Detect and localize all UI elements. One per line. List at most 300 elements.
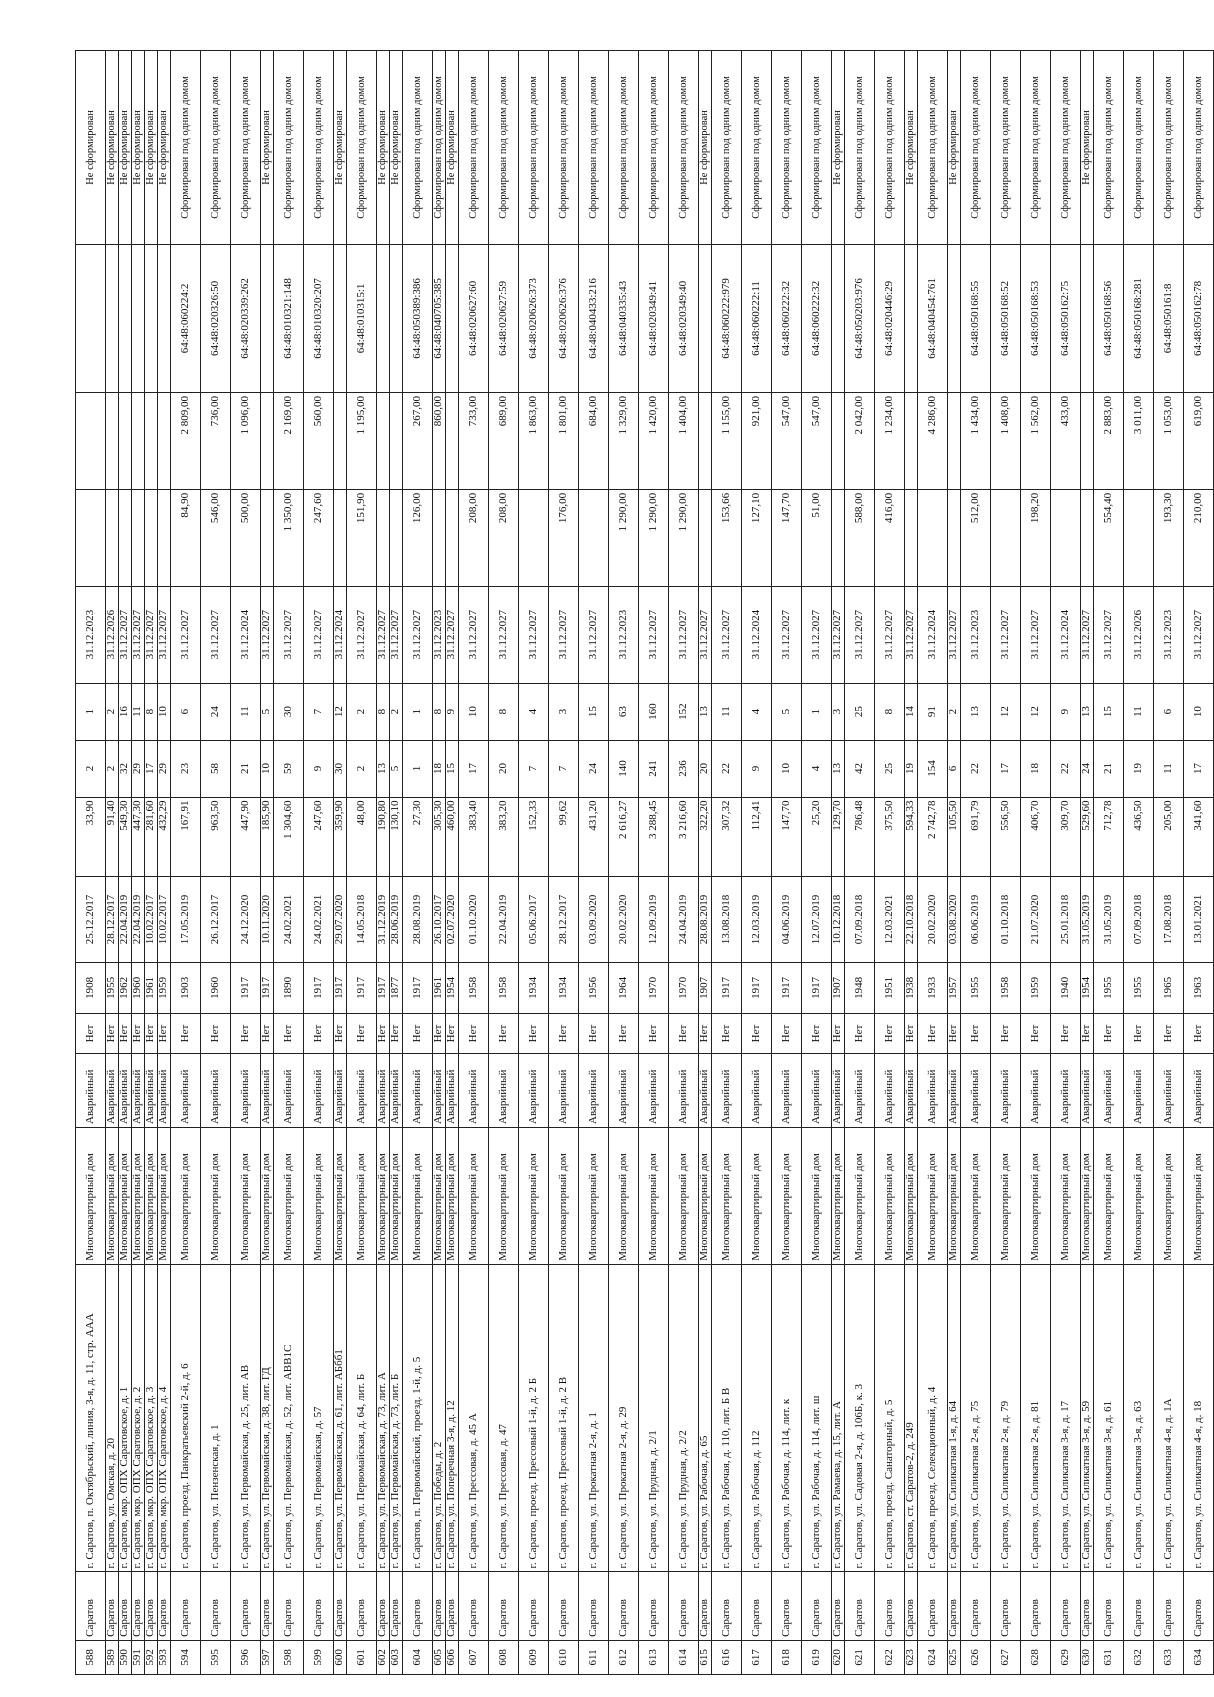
- cell-year: 1955: [961, 962, 991, 1013]
- cell-n: 612: [609, 1640, 639, 1674]
- table-row: [832, 51, 845, 1675]
- cell-year: 1958: [459, 962, 489, 1013]
- cell-cult: Нет: [1124, 1014, 1154, 1054]
- cell-a1: 554,40: [1094, 489, 1124, 586]
- cell-people: 25: [875, 740, 905, 797]
- cell-area: 281,60: [145, 797, 158, 877]
- cell-flats: 12: [1021, 683, 1051, 740]
- cell-city: Саратов: [377, 1572, 390, 1640]
- cell-area: 2 616,27: [609, 797, 639, 877]
- cell-cond: Аварийный: [231, 1053, 261, 1127]
- cell-n: 591: [132, 1640, 145, 1674]
- cell-date: 13.08.2018: [712, 877, 742, 962]
- cell-addr: г. Саратов, ул. Первомайская, д. 73, лит. А: [377, 1264, 390, 1572]
- table-row: [158, 51, 171, 1675]
- cell-a2: 3 011,00: [1124, 393, 1154, 490]
- cell-a1: 126,00: [403, 489, 433, 586]
- table-row: [377, 51, 390, 1675]
- cell-area: 786,48: [845, 797, 875, 877]
- cell-city: Саратов: [119, 1572, 132, 1640]
- cell-city: Саратов: [347, 1572, 377, 1640]
- cell-term: 31.12.2027: [948, 586, 961, 683]
- cell-year: 1917: [742, 962, 772, 1013]
- cell-cond: Аварийный: [446, 1053, 459, 1127]
- cell-area: 3 288,45: [639, 797, 669, 877]
- cell-term: 31.12.2023: [1154, 586, 1184, 683]
- cell-people: 7: [519, 740, 549, 797]
- cell-term: 31.12.2027: [991, 586, 1021, 683]
- cell-cond: Аварийный: [145, 1053, 158, 1127]
- cell-status: Сформирован под одним домом: [1124, 51, 1154, 245]
- table-row: [261, 51, 274, 1675]
- cell-status: Сформирован под одним домом: [549, 51, 579, 245]
- cell-a2: 547,00: [802, 393, 832, 490]
- cell-addr: г. Саратов, ул. Первомайская, д. 25, лит. АВ: [231, 1264, 261, 1572]
- cell-area: 383,20: [489, 797, 519, 877]
- cell-cad: [1081, 244, 1094, 392]
- cell-cult: Нет: [1051, 1014, 1081, 1054]
- cell-area: 33,90: [76, 797, 106, 877]
- cell-a2: [377, 393, 390, 490]
- cell-cult: Нет: [1154, 1014, 1184, 1054]
- cell-term: 31.12.2027: [377, 586, 390, 683]
- cell-city: Саратов: [742, 1572, 772, 1640]
- cell-date: 10.02.2017: [158, 877, 171, 962]
- cell-date: 03.08.2020: [948, 877, 961, 962]
- cell-cond: Аварийный: [334, 1053, 347, 1127]
- cell-type: Многоквартирный дом: [347, 1127, 377, 1264]
- cell-flats: 6: [1154, 683, 1184, 740]
- cell-status: Сформирован под одним домом: [579, 51, 609, 245]
- table-row: [231, 51, 261, 1675]
- cell-status: Не сформирован: [132, 51, 145, 245]
- cell-area: 375,50: [875, 797, 905, 877]
- cell-year: 1908: [76, 962, 106, 1013]
- cell-date: 01.10.2018: [991, 877, 1021, 962]
- cell-term: 31.12.2023: [76, 586, 106, 683]
- cell-addr: г. Саратов, проезд. Санаторный, д. 5: [875, 1264, 905, 1572]
- cell-addr: г. Саратов, ул. Рамаева, д. 15, лит. А: [832, 1264, 845, 1572]
- cell-area: 447,90: [231, 797, 261, 877]
- cell-city: Саратов: [832, 1572, 845, 1640]
- cell-date: 02.07.2020: [446, 877, 459, 962]
- cell-term: 31.12.2027: [712, 586, 742, 683]
- cell-year: 1903: [171, 962, 201, 1013]
- cell-status: Не сформирован: [1081, 51, 1094, 245]
- cell-a2: [76, 393, 106, 490]
- cell-year: 1917: [334, 962, 347, 1013]
- table-row: [772, 51, 802, 1675]
- cell-status: Сформирован под одним домом: [231, 51, 261, 245]
- cell-addr: г. Саратов, ул. Омская, д. 20: [106, 1264, 119, 1572]
- table-row: [304, 51, 334, 1675]
- cell-cult: Нет: [433, 1014, 446, 1054]
- cell-n: 615: [699, 1640, 712, 1674]
- cell-flats: 14: [905, 683, 918, 740]
- cell-people: 23: [171, 740, 201, 797]
- cell-type: Многоквартирный дом: [446, 1127, 459, 1264]
- cell-n: 610: [549, 1640, 579, 1674]
- cell-addr: г. Саратов, ул. Рабочая, д. 110, лит. Б В: [712, 1264, 742, 1572]
- cell-cond: Аварийный: [347, 1053, 377, 1127]
- cell-status: Сформирован под одним домом: [961, 51, 991, 245]
- table-row: [845, 51, 875, 1675]
- cell-n: 593: [158, 1640, 171, 1674]
- cell-area: 3 216,60: [669, 797, 699, 877]
- cell-year: 1954: [1081, 962, 1094, 1013]
- cell-area: 447,30: [132, 797, 145, 877]
- cell-term: 31.12.2027: [119, 586, 132, 683]
- cell-cult: Нет: [459, 1014, 489, 1054]
- cell-addr: г. Саратов, ул. Первомайская, д. 52, лит. АВВ1С: [274, 1264, 304, 1572]
- cell-cond: Аварийный: [171, 1053, 201, 1127]
- cell-a1: [433, 489, 446, 586]
- cell-flats: 1: [76, 683, 106, 740]
- cell-a2: 1 234,00: [875, 393, 905, 490]
- cell-year: 1960: [201, 962, 231, 1013]
- cell-a2: [905, 393, 918, 490]
- cell-cond: Аварийный: [1081, 1053, 1094, 1127]
- cell-status: Сформирован под одним домом: [274, 51, 304, 245]
- cell-n: 624: [918, 1640, 948, 1674]
- cell-addr: г. Саратов, ул. Первомайская, д. 73, лит. Б: [390, 1264, 403, 1572]
- cell-area: 48,00: [347, 797, 377, 877]
- cell-n: 617: [742, 1640, 772, 1674]
- cell-date: 31.12.2019: [377, 877, 390, 962]
- cell-cult: Нет: [742, 1014, 772, 1054]
- cell-city: Саратов: [845, 1572, 875, 1640]
- cell-date: 29.07.2020: [334, 877, 347, 962]
- cell-a1: 512,00: [961, 489, 991, 586]
- cell-date: 24.04.2019: [669, 877, 699, 962]
- cell-people: 154: [918, 740, 948, 797]
- table-row: [390, 51, 403, 1675]
- cell-date: 22.04.2019: [119, 877, 132, 962]
- cell-type: Многоквартирный дом: [1124, 1127, 1154, 1264]
- table-row: [961, 51, 991, 1675]
- cell-a1: [832, 489, 845, 586]
- cell-cad: [334, 244, 347, 392]
- cell-status: Не сформирован: [261, 51, 274, 245]
- table-row: [579, 51, 609, 1675]
- cell-date: 20.02.2020: [609, 877, 639, 962]
- cell-area: 305,30: [433, 797, 446, 877]
- cell-a1: [1051, 489, 1081, 586]
- cell-n: 607: [459, 1640, 489, 1674]
- cell-addr: г. Саратов, проезд. Прессовый 1-й, д. 2 Б: [519, 1264, 549, 1572]
- cell-cult: Нет: [76, 1014, 106, 1054]
- cell-type: Многоквартирный дом: [845, 1127, 875, 1264]
- cell-city: Саратов: [274, 1572, 304, 1640]
- cell-date: 07.09.2018: [845, 877, 875, 962]
- cell-status: Сформирован под одним домом: [489, 51, 519, 245]
- cell-a1: 176,00: [549, 489, 579, 586]
- cell-area: 712,78: [1094, 797, 1124, 877]
- cell-status: Сформирован под одним домом: [1021, 51, 1051, 245]
- cell-people: 15: [446, 740, 459, 797]
- cell-term: 31.12.2026: [1124, 586, 1154, 683]
- cell-a1: [1081, 489, 1094, 586]
- cell-term: 31.12.2027: [1184, 586, 1214, 683]
- cell-date: 17.05.2019: [171, 877, 201, 962]
- table-row: [201, 51, 231, 1675]
- cell-type: Многоквартирный дом: [459, 1127, 489, 1264]
- cell-people: 22: [712, 740, 742, 797]
- cell-city: Саратов: [334, 1572, 347, 1640]
- cell-area: 322,20: [699, 797, 712, 877]
- cell-n: 602: [377, 1640, 390, 1674]
- cell-cond: Аварийный: [76, 1053, 106, 1127]
- cell-n: 594: [171, 1640, 201, 1674]
- cell-flats: 2: [948, 683, 961, 740]
- cell-n: 609: [519, 1640, 549, 1674]
- cell-a1: 500,00: [231, 489, 261, 586]
- cell-status: Не сформирован: [158, 51, 171, 245]
- cell-people: 10: [261, 740, 274, 797]
- cell-cond: Аварийный: [772, 1053, 802, 1127]
- cell-cult: Нет: [875, 1014, 905, 1054]
- cell-cad: 64:48:020349:41: [639, 244, 669, 392]
- cell-a2: 921,00: [742, 393, 772, 490]
- cell-addr: г. Саратов, ул. Силикатная 1-я, д. 64: [948, 1264, 961, 1572]
- cell-area: 247,60: [304, 797, 334, 877]
- cell-area: 529,60: [1081, 797, 1094, 877]
- cell-term: 31.12.2027: [132, 586, 145, 683]
- cell-area: 436,50: [1124, 797, 1154, 877]
- cell-date: 12.09.2019: [639, 877, 669, 962]
- cell-area: 556,50: [991, 797, 1021, 877]
- cell-cult: Нет: [609, 1014, 639, 1054]
- cell-flats: 11: [231, 683, 261, 740]
- cell-term: 31.12.2027: [403, 586, 433, 683]
- cell-date: 22.04.2019: [132, 877, 145, 962]
- cell-cult: Нет: [145, 1014, 158, 1054]
- cell-year: 1970: [639, 962, 669, 1013]
- cell-status: Не сформирован: [699, 51, 712, 245]
- cell-people: 4: [802, 740, 832, 797]
- cell-n: 619: [802, 1640, 832, 1674]
- cell-city: Саратов: [261, 1572, 274, 1640]
- cell-people: 2: [76, 740, 106, 797]
- cell-cad: [132, 244, 145, 392]
- cell-type: Многоквартирный дом: [742, 1127, 772, 1264]
- cell-cult: Нет: [1094, 1014, 1124, 1054]
- cell-cond: Аварийный: [274, 1053, 304, 1127]
- cell-a1: 193,30: [1154, 489, 1184, 586]
- cell-status: Не сформирован: [832, 51, 845, 245]
- cell-type: Многоквартирный дом: [961, 1127, 991, 1264]
- cell-a1: [918, 489, 948, 586]
- cell-flats: 4: [742, 683, 772, 740]
- cell-status: Сформирован под одним домом: [742, 51, 772, 245]
- cell-type: Многоквартирный дом: [519, 1127, 549, 1264]
- cell-people: 30: [334, 740, 347, 797]
- cell-term: 31.12.2027: [772, 586, 802, 683]
- cell-a1: [119, 489, 132, 586]
- cell-cult: Нет: [390, 1014, 403, 1054]
- cell-cult: Нет: [347, 1014, 377, 1054]
- cell-cult: Нет: [1021, 1014, 1051, 1054]
- cell-addr: г. Саратов, проезд. Панкратьевский 2-й, д. 6: [171, 1264, 201, 1572]
- cell-date: 10.12.2018: [832, 877, 845, 962]
- cell-term: 31.12.2027: [549, 586, 579, 683]
- cell-term: 31.12.2027: [274, 586, 304, 683]
- cell-a1: 1 350,00: [274, 489, 304, 586]
- cell-people: 32: [119, 740, 132, 797]
- cell-a2: 4 286,00: [918, 393, 948, 490]
- emergency-housing-table: [75, 50, 1214, 1675]
- cell-addr: г. Саратов, проезд. Прессовый 1-й, д. 2 В: [549, 1264, 579, 1572]
- cell-a1: [519, 489, 549, 586]
- cell-area: 460,00: [446, 797, 459, 877]
- cell-area: 147,70: [772, 797, 802, 877]
- cell-a2: 860,00: [433, 393, 446, 490]
- cell-cult: Нет: [948, 1014, 961, 1054]
- cell-type: Многоквартирный дом: [76, 1127, 106, 1264]
- cell-people: 241: [639, 740, 669, 797]
- cell-cad: [446, 244, 459, 392]
- table-row: [1081, 51, 1094, 1675]
- cell-flats: 10: [158, 683, 171, 740]
- cell-type: Многоквартирный дом: [772, 1127, 802, 1264]
- cell-status: Сформирован под одним домом: [802, 51, 832, 245]
- cell-cad: 64:48:040433:216: [579, 244, 609, 392]
- cell-type: Многоквартирный дом: [231, 1127, 261, 1264]
- table-row: [991, 51, 1021, 1675]
- cell-date: 12.03.2021: [875, 877, 905, 962]
- cell-area: 27,30: [403, 797, 433, 877]
- cell-addr: г. Саратов, ул. Победы, д. 2: [433, 1264, 446, 1572]
- cell-flats: 160: [639, 683, 669, 740]
- cell-cond: Аварийный: [390, 1053, 403, 1127]
- cell-cad: [145, 244, 158, 392]
- cell-flats: 2: [106, 683, 119, 740]
- cell-cult: Нет: [377, 1014, 390, 1054]
- cell-cult: Нет: [132, 1014, 145, 1054]
- cell-city: Саратов: [403, 1572, 433, 1640]
- cell-a2: [1081, 393, 1094, 490]
- cell-term: 31.12.2027: [699, 586, 712, 683]
- cell-flats: 8: [489, 683, 519, 740]
- cell-area: 549,30: [119, 797, 132, 877]
- cell-a1: [106, 489, 119, 586]
- cell-year: 1962: [119, 962, 132, 1013]
- cell-type: Многоквартирный дом: [433, 1127, 446, 1264]
- cell-a2: 1 096,00: [231, 393, 261, 490]
- cell-cult: Нет: [446, 1014, 459, 1054]
- table-row: [334, 51, 347, 1675]
- cell-type: Многоквартирный дом: [875, 1127, 905, 1264]
- cell-cult: Нет: [119, 1014, 132, 1054]
- cell-cult: Нет: [832, 1014, 845, 1054]
- cell-flats: 30: [274, 683, 304, 740]
- cell-status: Сформирован под одним домом: [304, 51, 334, 245]
- cell-city: Саратов: [948, 1572, 961, 1640]
- cell-addr: г. Саратов, ул. Поперечная 3-я, д. 12: [446, 1264, 459, 1572]
- cell-type: Многоквартирный дом: [1081, 1127, 1094, 1264]
- table-row: [106, 51, 119, 1675]
- cell-cond: Аварийный: [991, 1053, 1021, 1127]
- cell-addr: г. Саратов, ул. Силикатная 2-я, д. 75: [961, 1264, 991, 1572]
- cell-a2: 619,00: [1184, 393, 1214, 490]
- cell-flats: 16: [119, 683, 132, 740]
- cell-term: 31.12.2023: [961, 586, 991, 683]
- cell-flats: 91: [918, 683, 948, 740]
- cell-city: Саратов: [1051, 1572, 1081, 1640]
- cell-a1: 147,70: [772, 489, 802, 586]
- cell-a2: 736,00: [201, 393, 231, 490]
- cell-people: 29: [132, 740, 145, 797]
- cell-city: Саратов: [1021, 1572, 1051, 1640]
- cell-a1: [132, 489, 145, 586]
- cell-a1: [991, 489, 1021, 586]
- cell-cad: [261, 244, 274, 392]
- cell-cad: [699, 244, 712, 392]
- cell-year: 1934: [549, 962, 579, 1013]
- cell-cad: [377, 244, 390, 392]
- cell-people: 13: [832, 740, 845, 797]
- cell-date: 04.06.2019: [772, 877, 802, 962]
- cell-a2: 2 809,00: [171, 393, 201, 490]
- cell-year: 1958: [489, 962, 519, 1013]
- cell-a1: 84,90: [171, 489, 201, 586]
- cell-type: Многоквартирный дом: [905, 1127, 918, 1264]
- cell-term: 31.12.2027: [171, 586, 201, 683]
- cell-term: 31.12.2024: [334, 586, 347, 683]
- cell-type: Многоквартирный дом: [261, 1127, 274, 1264]
- cell-cad: 64:48:050161:8: [1154, 244, 1184, 392]
- cell-area: 91,40: [106, 797, 119, 877]
- cell-cad: [76, 244, 106, 392]
- table-row: [119, 51, 132, 1675]
- cell-addr: г. Саратов, ул. Силикатная 3-я, д. 17: [1051, 1264, 1081, 1572]
- cell-year: 1954: [446, 962, 459, 1013]
- table-row: [948, 51, 961, 1675]
- cell-cult: Нет: [1081, 1014, 1094, 1054]
- table-row: [347, 51, 377, 1675]
- cell-city: Саратов: [549, 1572, 579, 1640]
- cell-addr: г. Саратов, мкр. ОПХ Саратовское, д. 4: [158, 1264, 171, 1572]
- cell-people: 17: [459, 740, 489, 797]
- cell-flats: 1: [802, 683, 832, 740]
- cell-cond: Аварийный: [1124, 1053, 1154, 1127]
- cell-cult: Нет: [106, 1014, 119, 1054]
- cell-area: 1 304,60: [274, 797, 304, 877]
- cell-cond: Аварийный: [261, 1053, 274, 1127]
- cell-addr: г. Саратов, ул. Рабочая, д. 114, лит. к: [772, 1264, 802, 1572]
- cell-date: 25.12.2017: [76, 877, 106, 962]
- cell-a2: 1 408,00: [991, 393, 1021, 490]
- table-row: [609, 51, 639, 1675]
- table-row: [274, 51, 304, 1675]
- cell-cad: 64:48:020626:376: [549, 244, 579, 392]
- cell-cad: 64:48:040705:385: [433, 244, 446, 392]
- cell-term: 31.12.2024: [231, 586, 261, 683]
- table-row: [1021, 51, 1051, 1675]
- cell-cad: 64:48:050162:75: [1051, 244, 1081, 392]
- cell-cond: Аварийный: [961, 1053, 991, 1127]
- table-row: [489, 51, 519, 1675]
- cell-people: 9: [304, 740, 334, 797]
- cell-cad: 64:48:020627:60: [459, 244, 489, 392]
- cell-city: Саратов: [76, 1572, 106, 1640]
- cell-year: 1965: [1154, 962, 1184, 1013]
- cell-addr: г. Саратов, ул. Садовая 2-я, д. 106Б, к. 3: [845, 1264, 875, 1572]
- cell-year: 1955: [106, 962, 119, 1013]
- cell-people: 17: [991, 740, 1021, 797]
- cell-year: 1964: [609, 962, 639, 1013]
- cell-cult: Нет: [669, 1014, 699, 1054]
